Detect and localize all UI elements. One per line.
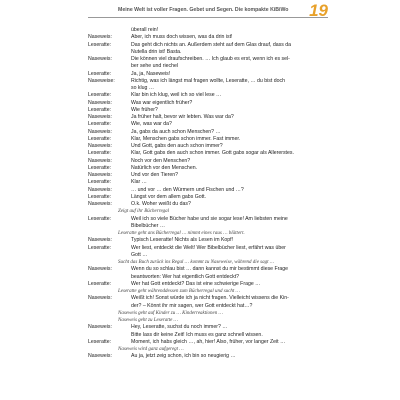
speaker-name: Naseweis:: [88, 128, 112, 135]
dialogue-line: [88, 295, 328, 302]
speaker-name: Leseratte:: [88, 150, 112, 157]
dialogue-text: so klug …: [131, 85, 155, 91]
dialogue-line: [88, 100, 328, 107]
stage-direction-text: Leseratte geht währenddessen zum Bücherregal und sucht …: [118, 289, 240, 294]
dialogue-text: ber sehe und riechel: [131, 63, 179, 70]
dialogue-text: Wer hat Gott entdeckt? Das ist eine schwierige Frage …: [131, 280, 261, 287]
dialogue-text: Klar bin ich klug, weil ich so viel lese …: [131, 92, 222, 99]
speaker-name: [88, 274, 131, 281]
dialogue-line: [88, 63, 328, 70]
speaker-name: Naseweis:: [88, 266, 112, 273]
speaker-name: Naseweis:: [88, 143, 112, 149]
speaker-name: Leseratte:: [88, 338, 112, 345]
dialogue-line: [88, 201, 328, 208]
dialogue-line: [88, 71, 328, 78]
dialogue-line: [88, 187, 328, 194]
speaker-name: Leseratte:: [88, 121, 112, 128]
dialogue-line: [88, 266, 328, 273]
dialogue-text: Weißt ich! Sonst würde ich ja nicht fragen. Vielleicht wissens die Kin-: [131, 295, 289, 302]
stage-direction: [88, 346, 328, 353]
speaker-name: [88, 252, 131, 259]
dialogue-text: Ja, gabs da auch schon Menschen? …: [131, 128, 221, 135]
dialogue-text: Moment, ich habs gleich …, ah, hier! Also, früher, vor langer Zeit …: [131, 338, 286, 345]
dialogue-text: Klar, Gott gabs den auch schon immer. Gott gabs sogar als Allererstes.: [131, 150, 294, 157]
dialogue-text: Au ja, jetzt zeig schon, ich bin so neugierig …: [131, 353, 236, 360]
dialogue-text: Typisch Leseratte! Nichts als Lesen im Kopf!: [131, 237, 234, 244]
speaker-name: Leseratte:: [88, 244, 112, 251]
dialogue-text: Weil ich so viele Bücher habe und sie sogar lese! Am liebsten meine: [131, 215, 288, 222]
header-title: Meine Welt ist voller Fragen. Gebet und Segen. Die kompakte KiBiWo: [118, 7, 289, 13]
dialogue-line: [88, 237, 328, 244]
speaker-name: Leseratte:: [88, 164, 112, 171]
dialogue-line: [88, 78, 328, 85]
speaker-name: Naseweis:: [88, 295, 112, 302]
dialogue-line: [88, 223, 328, 230]
dialogue-line: [88, 121, 328, 128]
dialogue-text: Wie, was war da?: [131, 121, 172, 128]
speaker-name: Naseweis:: [88, 157, 112, 164]
speaker-name: [88, 303, 131, 310]
dialogue-text: Aber, ich muss doch wissen, was da drin ist!: [131, 34, 233, 41]
dialogue-line: [88, 158, 328, 165]
dialogue-line: [88, 143, 328, 150]
stage-direction: [88, 288, 328, 295]
dialogue-text: Klar, Menschen gabs schon immer. Fast immer.: [131, 135, 241, 142]
dialogue-line: [88, 85, 328, 92]
speaker-name: Naseweis:: [88, 237, 112, 244]
speaker-name: Leseratte:: [88, 92, 112, 99]
dialogue-line: [88, 150, 328, 157]
speaker-name: [88, 63, 131, 70]
dialogue-text: Längst vor dem allem gabs Gott.: [131, 193, 206, 200]
dialogue-line: [88, 165, 328, 172]
dialogue-line: [88, 179, 328, 186]
speaker-name: Naseweis:: [88, 201, 112, 207]
dialogue-line: [88, 324, 328, 331]
stage-direction: [88, 310, 328, 317]
dialogue-line: [88, 49, 328, 56]
dialogue-line: [88, 353, 328, 360]
dialogue-line: [88, 107, 328, 114]
dialogue-line: [88, 114, 328, 121]
dialogue-text: Hey, Leseratte, suchst du noch immer? …: [131, 324, 228, 331]
dialogue-line: [88, 281, 328, 288]
speaker-name: Leseratte:: [88, 280, 112, 287]
speaker-name: Leseratte:: [88, 106, 112, 113]
dialogue-line: [88, 56, 328, 63]
dialogue-line: [88, 129, 328, 136]
stage-direction-text: Sucht das Buch zurück ins Regal … kommt zu Naseweise, während die sagt …: [118, 260, 275, 265]
dialogue-text: beantworten: Wer hat eigentlich Gott entdeckt?: [131, 273, 240, 280]
stage-direction-text: Zeigt auf ihr Bücherregal: [118, 209, 170, 215]
dialogue-line: [88, 92, 328, 99]
dialogue-text: Die können viel draufschreiben. … Ich glaub es erst, wenn ich es sel-: [131, 56, 290, 62]
speaker-name: [88, 49, 131, 56]
speaker-name: Naseweis:: [88, 56, 112, 62]
speaker-name: Naseweis:: [88, 99, 112, 106]
dialogue-text: Ja, ja, Naseweis!: [131, 70, 171, 77]
dialogue-line: [88, 252, 328, 259]
dialogue-text: Nutella drin ist! Basta.: [131, 48, 182, 55]
speaker-name: [88, 223, 131, 230]
stage-direction: [88, 208, 328, 215]
dialogue-text: Ja früher halt, bevor wir lebten. Was war da?: [131, 114, 234, 120]
script-content: [88, 27, 328, 361]
header-rule: [88, 17, 328, 18]
dialogue-line: [88, 34, 328, 41]
speaker-name: [88, 85, 131, 92]
dialogue-text: Klar …: [131, 179, 147, 186]
dialogue-line: [88, 303, 328, 310]
stage-direction-text: Naseweis geht zu Leseratte …: [118, 318, 178, 323]
dialogue-text: Gott …: [131, 251, 148, 258]
speaker-name: Naseweis:: [88, 186, 112, 193]
dialogue-text: Natürlich vor den Menschen.: [131, 164, 198, 171]
dialogue-line: [88, 27, 328, 34]
dialogue-text: Bibelbücher …: [131, 222, 166, 229]
dialogue-text: Und Gott, gabs den auch schon immer?: [131, 143, 223, 149]
dialogue-line: [88, 245, 328, 252]
speaker-name: Naseweis:: [88, 114, 112, 120]
dialogue-text: Was war eigentlich früher?: [131, 99, 193, 106]
stage-direction-text: Naseweis wird ganz aufgeregt …: [118, 347, 184, 352]
dialogue-line: [88, 216, 328, 223]
stage-direction: [88, 230, 328, 237]
page-header: [0, 0, 400, 22]
dialogue-text: Bitte lass dir keine Zeit! Ich muss es ganz schnell wissen.: [131, 331, 263, 338]
dialogue-text: überall rein!: [131, 27, 159, 33]
dialogue-text: der? – Könnt ihr mir sagen, wer Gott entdeckt hat…?: [131, 302, 253, 309]
speaker-name: Leseratte:: [88, 70, 112, 77]
dialogue-text: Noch vor den Menschen?: [131, 157, 191, 164]
dialogue-line: [88, 136, 328, 143]
speaker-name: Leseratte:: [88, 179, 112, 186]
dialogue-text: Richtig, was ich längst mal fragen wollte, Leseratte, … du bist doch: [131, 77, 285, 84]
speaker-name: Naseweis:: [88, 324, 112, 331]
speaker-name: Leseratte:: [88, 135, 112, 142]
dialogue-line: [88, 194, 328, 201]
dialogue-text: Wie früher?: [131, 106, 158, 113]
dialogue-text: … und vor … den Würmern und Fischen und …?: [131, 186, 244, 193]
dialogue-line: [88, 42, 328, 49]
stage-direction: [88, 317, 328, 324]
dialogue-line: [88, 172, 328, 179]
speaker-name: Leseratte:: [88, 41, 112, 48]
stage-direction-text: Naseweis geht auf Kinder zu … Kinderreaktionen …: [118, 310, 223, 316]
speaker-name: Naseweise:: [88, 77, 115, 84]
stage-direction: [88, 259, 328, 266]
speaker-name: [88, 332, 131, 339]
page-number: 19: [309, 1, 328, 20]
dialogue-text: O.k. Woher weißt du das?: [131, 201, 191, 207]
stage-direction-text: Leseratte geht ans Bücherregal … nimmt eines raus … blättert.: [118, 231, 245, 236]
dialogue-line: [88, 332, 328, 339]
dialogue-line: [88, 274, 328, 281]
speaker-name: Leseratte:: [88, 193, 112, 200]
dialogue-text: Wer liest, entdeckt die Welt! Wer Bibelbücher liest, erfährt was über: [131, 244, 286, 251]
dialogue-line: [88, 339, 328, 346]
speaker-name: Naseweis:: [88, 34, 112, 41]
dialogue-text: Wenn du so schlau bist … dann kannst du mir bestimmt diese Frage: [131, 266, 289, 273]
speaker-name: Naseweis:: [88, 172, 112, 178]
speaker-name: [88, 27, 131, 34]
speaker-name: Naseweis:: [88, 353, 112, 360]
dialogue-text: Das geht dich nichts an. Außerdem steht auf dem Glas drauf, dass da: [131, 41, 292, 48]
dialogue-text: Und vor den Tieren?: [131, 172, 179, 178]
speaker-name: Leseratte:: [88, 215, 112, 222]
